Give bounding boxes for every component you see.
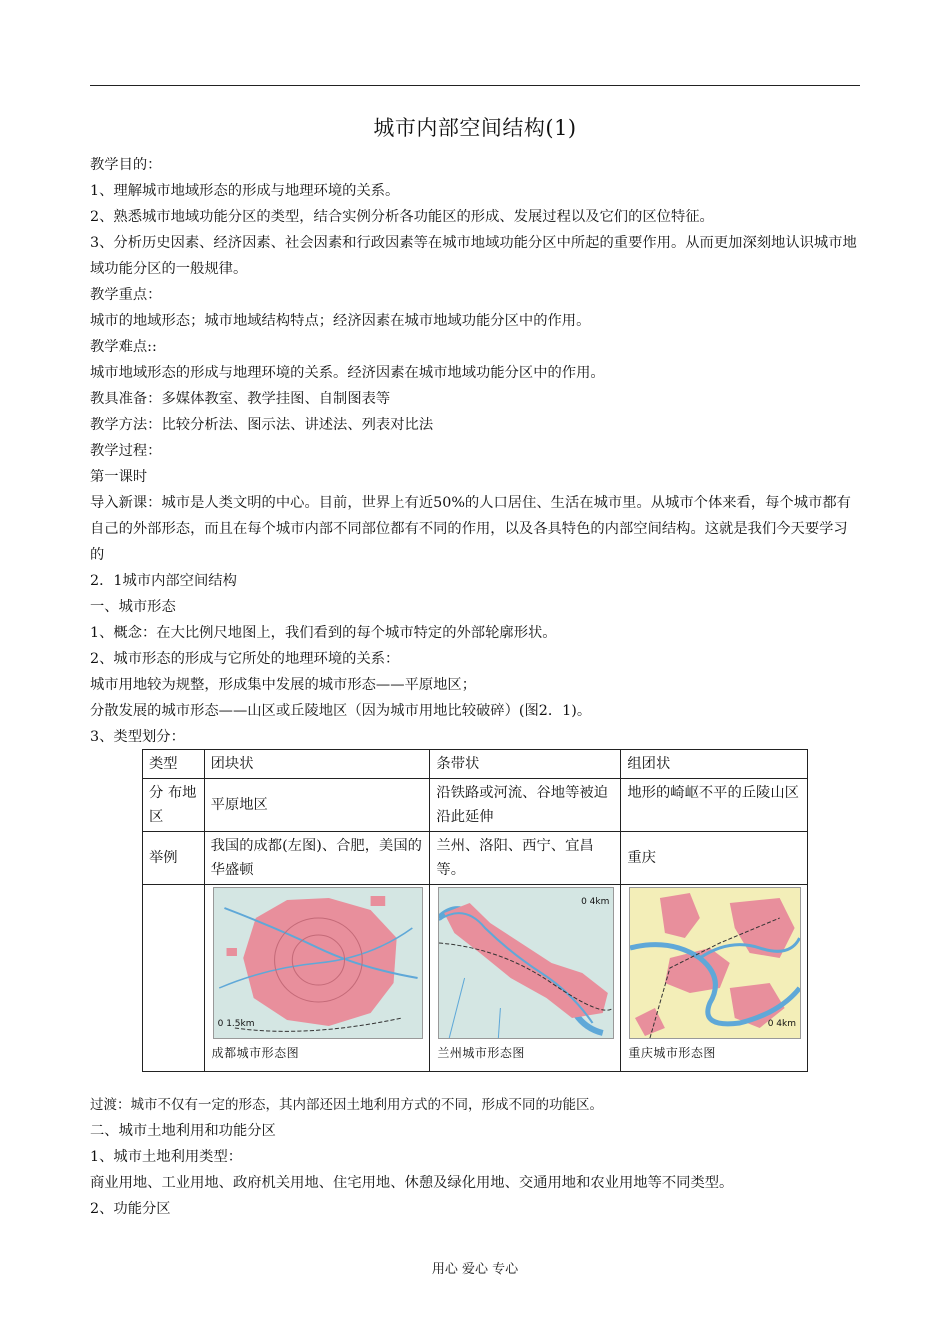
part-two-heading: 二、城市土地利用和功能分区 (90, 1123, 276, 1139)
table-cell: 沿铁路或河流、谷地等被迫沿此延伸 (430, 779, 621, 832)
teaching-aids: 教具准备：多媒体教室、教学挂图、自制图表等 (90, 391, 391, 407)
type-heading: 3、类型划分： (90, 729, 185, 745)
process-heading: 教学过程： (90, 443, 162, 459)
map-scale: 0 4km (581, 897, 610, 907)
plain-line: 城市用地较为规整，形成集中发展的城市形态——平原地区； (90, 677, 477, 693)
transition-line: 过渡：城市不仅有一定的形态，其内部还因土地利用方式的不同，形成不同的功能区。 (90, 1097, 603, 1113)
relation-line: 2、城市形态的形成与它所处的地理环境的关系： (90, 651, 400, 667)
part-one-heading: 一、城市形态 (90, 599, 176, 615)
objective-2: 2、熟悉城市地域功能分区的类型，结合实例分析各功能区的形成、发展过程以及它们的区位特征。 (90, 209, 714, 225)
after-text (90, 1092, 862, 1222)
difficulty-heading: 教学难点:: (90, 339, 157, 355)
section-title: 2．1城市内部空间结构 (90, 573, 237, 589)
teaching-methods: 教学方法：比较分析法、图示法、讲述法、列表对比法 (90, 417, 434, 433)
city-form-table (142, 749, 808, 1072)
map-row (143, 885, 808, 1072)
page-footer: 用心 爱心 专心 (431, 1262, 519, 1277)
table-cell: 地形的崎岖不平的丘陵山区 (621, 779, 808, 832)
map-caption: 重庆城市形态图 (628, 1046, 716, 1060)
table-header-cell: 类型 (143, 750, 205, 779)
table-row (143, 832, 808, 885)
body-text (90, 152, 862, 750)
table-cell: 举例 (143, 832, 205, 885)
objective-3: 3、分析历史因素、经济因素、社会因素和行政因素等在城市地域功能分区中所起的重要作用。从而更加深刻地认识城市地域功能分区的一般规律。 (90, 235, 857, 277)
table-cell: 兰州、洛阳、西宁、宜昌等。 (430, 832, 621, 885)
table-cell: 我国的成都(左图)、合肥，美国的华盛顿 (204, 832, 430, 885)
table-cell: 平原地区 (204, 779, 430, 832)
map-cell-chengdu (204, 885, 430, 1072)
table-header-cell: 条带状 (430, 750, 621, 779)
page-title: 城市内部空间结构(1) (373, 116, 577, 140)
lesson-number: 第一课时 (90, 469, 148, 485)
map-scale: 0 4km (767, 1019, 796, 1029)
table-row (143, 779, 808, 832)
mountain-line: 分散发展的城市形态——山区或丘陵地区（因为城市用地比较破碎）(图2．1)。 (90, 703, 592, 719)
objectives-heading: 教学目的： (90, 157, 162, 173)
table-cell: 分 布地区 (143, 779, 205, 832)
chengdu-map (213, 887, 424, 1039)
chongqing-map (629, 887, 801, 1039)
land-use-heading: 1、城市土地利用类型： (90, 1149, 243, 1165)
table-cell: 重庆 (621, 832, 808, 885)
lanzhou-map (438, 887, 614, 1039)
key-points-heading: 教学重点： (90, 287, 162, 303)
difficulty-text: 城市地域形态的形成与地理环境的关系。经济因素在城市地域功能分区中的作用。 (90, 365, 605, 381)
land-use-types: 商业用地、工业用地、政府机关用地、住宅用地、休憩及绿化用地、交通用地和农业用地等不同类型。 (90, 1175, 734, 1191)
map-scale: 0 1.5km (217, 1019, 255, 1029)
map-caption: 兰州城市形态图 (437, 1046, 525, 1060)
concept-line: 1、概念：在大比例尺地图上，我们看到的每个城市特定的外部轮廓形状。 (90, 625, 557, 641)
map-caption: 成都城市形态图 (211, 1046, 300, 1060)
table-header-row (143, 750, 808, 779)
objective-1: 1、理解城市地域形态的形成与地理环境的关系。 (90, 183, 400, 199)
intro-paragraph: 导入新课：城市是人类文明的中心。目前，世界上有近50%的人口居住、生活在城市里。从城市个体来看，每个城市都有自己的外部形态，而且在每个城市内部不同部位都有不同的作用，以及各具特色的内部空间结构。这就是我们今天要学习的 (90, 495, 851, 563)
table-cell (143, 885, 205, 1072)
key-points-text: 城市的地域形态；城市地域结构特点；经济因素在城市地域功能分区中的作用。 (90, 313, 591, 329)
table-header-cell: 组团状 (621, 750, 808, 779)
table-header-cell: 团块状 (204, 750, 430, 779)
header-rule (90, 85, 860, 86)
function-zones-heading: 2、功能分区 (90, 1201, 171, 1217)
map-cell-lanzhou (430, 885, 621, 1072)
map-cell-chongqing (621, 885, 808, 1072)
